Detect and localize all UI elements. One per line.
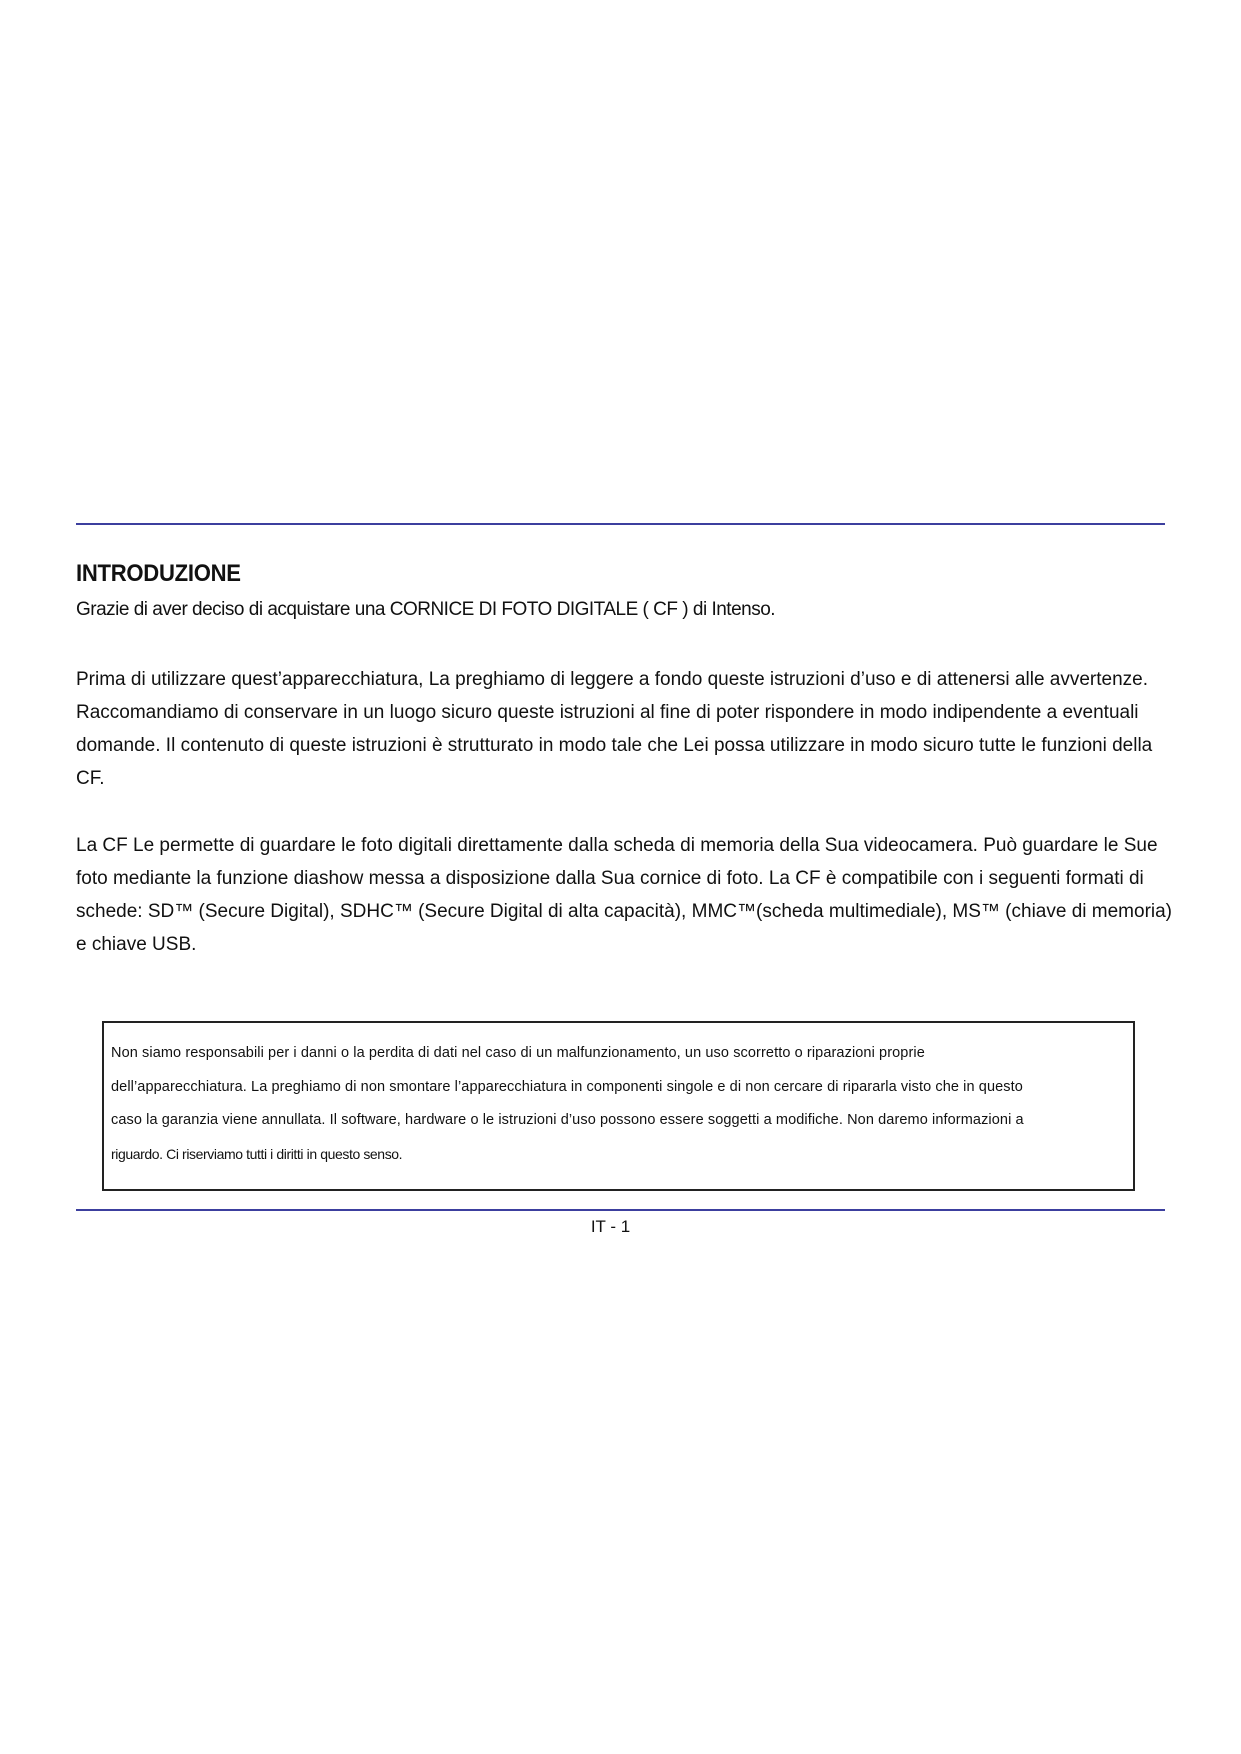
paragraph-line: La CF Le permette di guardare le foto digitali direttamente dalla scheda di memoria della Sua videocamera. Può guardare le Sue xyxy=(76,835,1158,856)
paragraph-line: Prima di utilizzare quest’apparecchiatura, La preghiamo di leggere a fondo queste istruzioni d’uso e di attenersi alle avvertenze. xyxy=(76,669,1149,690)
disclaimer-box xyxy=(102,1021,1135,1191)
disclaimer-line: riguardo. Ci riserviamo tutti i diritti in questo senso. xyxy=(111,1145,403,1162)
paragraph-usage-advice xyxy=(76,663,1176,795)
bottom-divider xyxy=(76,1209,1165,1211)
paragraph-line: CF. xyxy=(76,768,105,789)
section-heading: INTRODUZIONE xyxy=(76,560,241,587)
paragraph-line: e chiave USB. xyxy=(76,934,197,955)
paragraph-line: schede: SD™ (Secure Digital), SDHC™ (Secure Digital di alta capacità), MMC™(scheda multimediale), MS™ (chiave di memoria) xyxy=(76,901,1173,922)
paragraph-features xyxy=(76,829,1176,961)
intro-line: Grazie di aver deciso di acquistare una CORNICE DI FOTO DIGITALE ( CF ) di Intenso. xyxy=(76,599,776,620)
disclaimer-line: dell’apparecchiatura. La preghiamo di non smontare l’apparecchiatura in componenti singole e di non cercare di ripararla visto che in questo xyxy=(111,1078,1023,1095)
paragraph-line: Raccomandiamo di conservare in un luogo sicuro queste istruzioni al fine di poter rispondere in modo indipendente a eventuali xyxy=(76,702,1139,723)
disclaimer-line: caso la garanzia viene annullata. Il software, hardware o le istruzioni d’uso possono essere soggetti a modifiche. Non daremo informazioni a xyxy=(111,1112,1024,1128)
disclaimer-line: Non siamo responsabili per i danni o la perdita di dati nel caso di un malfunzionamento, un uso scorretto o riparazioni proprie xyxy=(111,1045,925,1061)
page-number: IT - 1 xyxy=(590,1217,631,1236)
top-divider xyxy=(76,523,1165,525)
paragraph-line: domande. Il contenuto di queste istruzioni è strutturato in modo tale che Lei possa utilizzare in modo sicuro tutte le funzioni della xyxy=(76,735,1153,756)
paragraph-line: foto mediante la funzione diashow messa a disposizione dalla Sua cornice di foto. La CF è compatibile con i seguenti formati di xyxy=(76,868,1144,889)
